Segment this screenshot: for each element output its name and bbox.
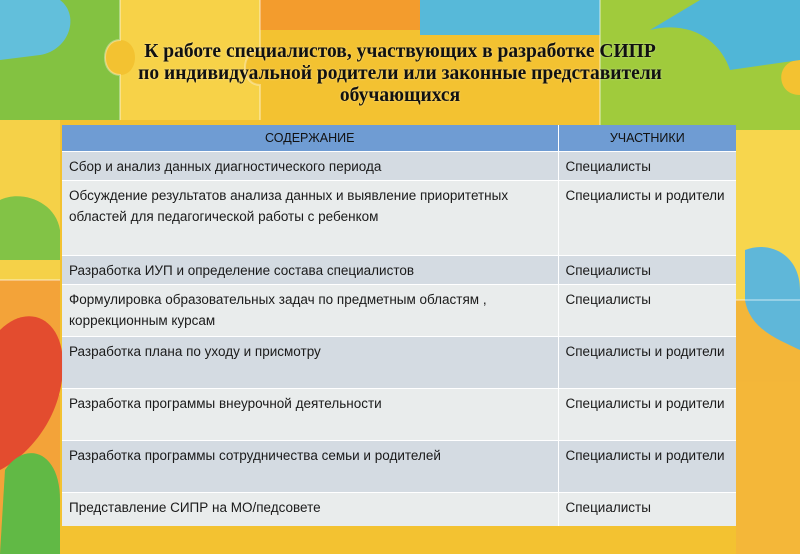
title-line-3: обучающихся (339, 85, 461, 106)
row-content: Разработка программы сотрудничества семьи и родителей (62, 441, 558, 493)
row-content: Разработка программы внеурочной деятельности (62, 389, 558, 441)
header-content: СОДЕРЖАНИЕ (62, 125, 558, 152)
table-row (62, 285, 736, 337)
table-row (62, 152, 736, 181)
row-participants: Специалисты и родители (558, 441, 736, 493)
row-participants: Специалисты и родители (558, 181, 736, 256)
row-participants: Специалисты и родители (558, 389, 736, 441)
table-row (62, 337, 736, 389)
row-content: Обсуждение результатов анализа данных и выявление приоритетных областей для педагогической работы с ребенком (62, 181, 558, 256)
table-header-row (62, 125, 736, 152)
row-content: Разработка ИУП и определение состава специалистов (62, 256, 558, 285)
table-row (62, 181, 736, 256)
header-participants: УЧАСТНИКИ (558, 125, 736, 152)
row-participants: Специалисты (558, 152, 736, 181)
row-participants: Специалисты и родители (558, 337, 736, 389)
participants-table (62, 125, 736, 526)
row-participants: Специалисты (558, 493, 736, 526)
row-participants: Специалисты (558, 256, 736, 285)
row-content: Сбор и анализ данных диагностического периода (62, 152, 558, 181)
row-content: Формулировка образовательных задач по предметным областям , коррекционным курсам (62, 285, 558, 337)
table-row (62, 389, 736, 441)
title-line-1: К работе специалистов, участвующих в разработке СИПР (144, 41, 656, 62)
page-title (40, 41, 760, 107)
table-row (62, 256, 736, 285)
row-content: Представление СИПР на МО/педсовете (62, 493, 558, 526)
table-row (62, 441, 736, 493)
row-content: Разработка плана по уходу и присмотру (62, 337, 558, 389)
row-participants: Специалисты (558, 285, 736, 337)
table-row (62, 493, 736, 526)
title-line-2: по индивидуальной родители или законные представители (138, 63, 662, 84)
